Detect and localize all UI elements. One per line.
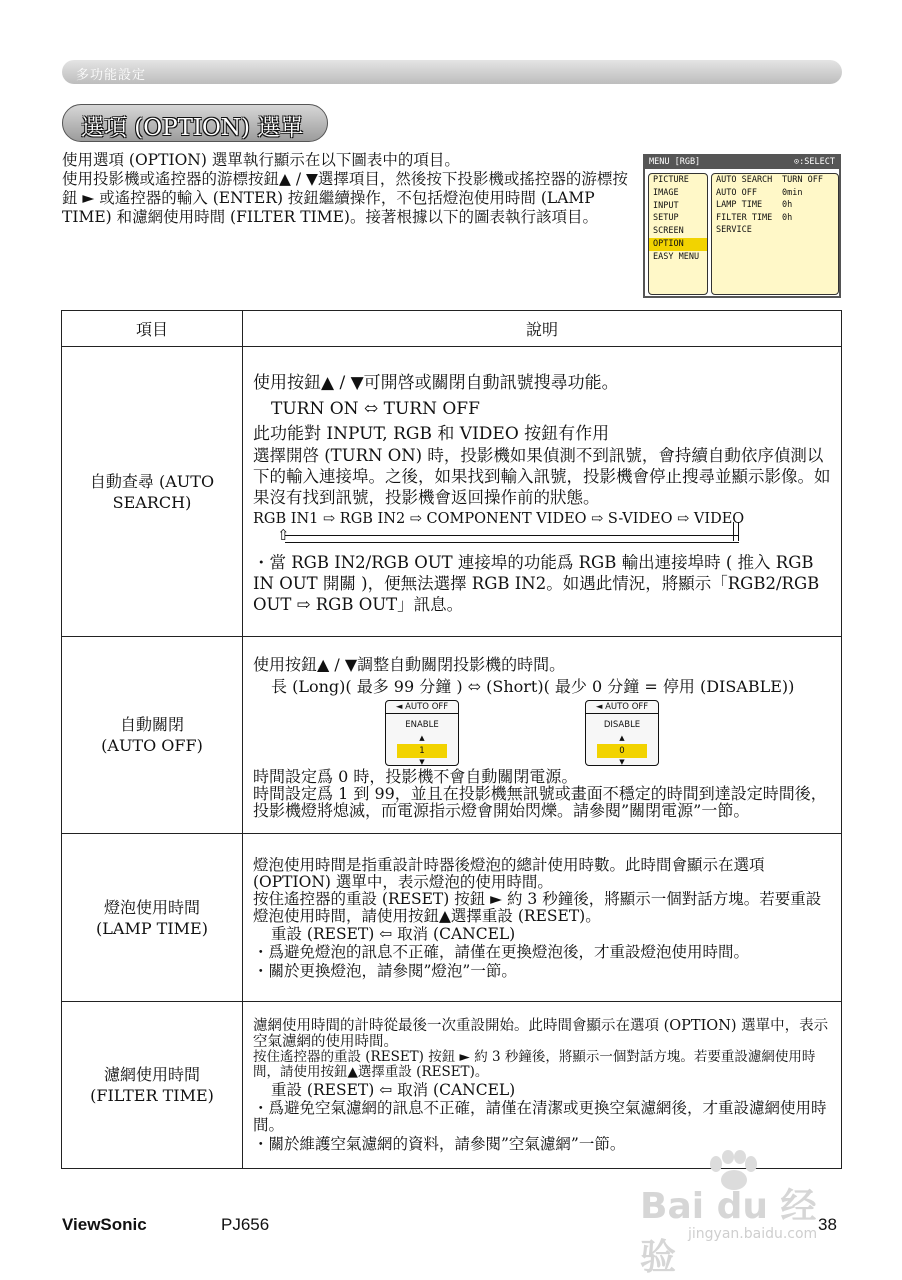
intro-line-2: 使用投影機或遙控器的游標按鈕▲ / ▼選擇項目，然後按下投影機或搖控器的游標按鈕 ► 或遙控器的輸入 (ENTER) 按鈕繼續操作，不包括燈泡使用時間 (LAMP TIME) 和濾網使用時間 (FILTER TIME)。接著根據以下的圖表執行該項目。 bbox=[62, 170, 628, 226]
desc-lamp-time: 燈泡使用時間是指重設計時器後燈泡的總計使用時數。此時間會顯示在選項 (OPTION) 選單中，表示燈泡的使用時間。 按住遙控器的重設 (RESET) 按鈕 ► 約 3 秒鐘後，將顯示一個對話方塊。若要重設燈泡使用時間，請使用按鈕▲選擇重設 (RESET)。 重設 (RESET) ⇦ 取消 (CANCEL) ・爲避免燈泡的訊息不正確，請僅在更換燈泡後，才重設燈泡使用時間。 ・關於更換燈泡，請參閱”燈泡”一節。 bbox=[243, 834, 842, 1002]
down-arrow-icon: ▼ bbox=[419, 757, 425, 766]
auto-off-enable-widget: ◄ AUTO OFF ENABLE ▲ 1 ▼ bbox=[385, 700, 459, 766]
col-header-desc: 說明 bbox=[243, 311, 842, 347]
osd-menu-right-panel bbox=[711, 173, 839, 295]
table-header-row bbox=[62, 311, 842, 347]
osd-menu-illustration bbox=[643, 154, 841, 298]
return-arrow-line bbox=[277, 525, 739, 546]
down-arrow-icon: ▼ bbox=[619, 757, 625, 766]
item-auto-search: 自動查尋 (AUTO SEARCH) bbox=[62, 347, 243, 637]
table-row-auto-search bbox=[62, 347, 842, 637]
osd-option-row: AUTO SEARCH TURN OFF bbox=[716, 175, 823, 185]
osd-menu-header-right: ⊙:SELECT bbox=[794, 157, 835, 167]
osd-menu-left-panel bbox=[648, 173, 708, 295]
desc-filter-time: 濾網使用時間的計時從最後一次重設開始。此時間會顯示在選項 (OPTION) 選單中，表示空氣濾網的使用時間。 按住遙控器的重設 (RESET) 按鈕 ► 約 3 秒鐘後，將顯示一個對話方塊。若要重設濾網使用時間，請使用按鈕▲選擇重設 (RESET)。 重設 (RESET) ⇦ 取消 (CANCEL) ・爲避免空氣濾網的訊息不正確，請僅在清潔或更換空氣濾網後，才重設濾網使用時間。 ・關於維護空氣濾網的資料，請參閱”空氣濾網”一節。 bbox=[243, 1002, 842, 1169]
osd-menu-item: INPUT bbox=[653, 200, 679, 211]
option-menu-table bbox=[61, 310, 842, 1169]
up-arrow-icon: ▲ bbox=[619, 733, 625, 742]
osd-menu-header-left: MENU [RGB] bbox=[649, 157, 701, 167]
osd-menu-item: PICTURE bbox=[653, 175, 689, 185]
table-row-lamp-time bbox=[62, 834, 842, 1002]
footer-model: PJ656 bbox=[221, 1215, 270, 1234]
intro-line-1: 使用選項 (OPTION) 選單執行顯示在以下圖表中的項目。 bbox=[62, 151, 460, 169]
auto-off-widgets bbox=[253, 698, 833, 768]
page-title-badge bbox=[62, 104, 328, 142]
auto-off-disable-widget: ◄ AUTO OFF DISABLE ▲ 0 ▼ bbox=[585, 700, 659, 766]
footer-brand: ViewSonic bbox=[62, 1215, 147, 1234]
osd-menu-item: SCREEN bbox=[653, 226, 684, 237]
osd-option-row: AUTO OFF 0min bbox=[716, 187, 803, 198]
osd-menu-item: IMAGE bbox=[653, 187, 679, 198]
item-lamp-time: 燈泡使用時間 (LAMP TIME) bbox=[62, 834, 243, 1002]
desc-auto-off: 使用按鈕▲ / ▼調整自動關閉投影機的時間。 長 (Long)( 最多 99 分鐘 ) ⬄ (Short)( 最少 0 分鐘 = 停用 (DISABLE)) ◄ AUTO OFF ENABLE ▲ 1 ▼ ◄ AUTO OFF DISABLE ▲ 0 ▼ 時間設定爲 0 時，投影機不會自動關閉電源。 時間設定爲 1 到 99，並且在投影機無訊號或畫面不穩定的時間到達設定時間後，投影機燈將熄滅，而電源指示燈會開始閃爍。請參閱”關閉電源”一節。 bbox=[243, 637, 842, 834]
osd-menu-item-selected: OPTION bbox=[649, 238, 707, 251]
table-row-auto-off bbox=[62, 637, 842, 834]
section-header-bar bbox=[62, 60, 842, 84]
page-title: 選項 (OPTION) 選單 bbox=[81, 115, 304, 141]
osd-menu-header bbox=[645, 156, 839, 169]
up-arrow-icon: ⇧ bbox=[277, 525, 290, 544]
osd-menu-item: EASY MENU bbox=[653, 251, 700, 262]
up-arrow-icon: ▲ bbox=[419, 733, 425, 742]
desc-auto-search: 使用按鈕▲ / ▼可開啓或關閉自動訊號搜尋功能。 TURN ON ⬄ TURN OFF 此功能對 INPUT, RGB 和 VIDEO 按鈕有作用 選擇開啓 (TURN ON) 時，投影機如果偵測不到訊號，會持續自動依序偵測以下的輸入連接埠。之後，如果找到輸入訊號，投影機會停止搜尋並顯示影像。如果沒有找到訊號，投影機會返回操作前的狀態。 RGB IN1 ⇨ RGB IN2 ⇨ COMPONENT VIDEO ⇨ S-VIDEO ⇨ VIDEO ⇧ ・當 RGB IN2/RGB OUT 連接埠的功能爲 RGB 輸出連接埠時 ( 推入 RGB IN OUT 開關 )，便無法選擇 RGB IN2。如遇此情況，將顯示「RGB2/RGB OUT ⇨ RGB OUT」訊息。 bbox=[243, 347, 842, 637]
baidu-watermark bbox=[640, 1150, 840, 1278]
watermark-url: jingyan.baidu.com bbox=[688, 1226, 818, 1242]
osd-option-row: FILTER TIME 0h bbox=[716, 212, 793, 223]
osd-menu-item: SETUP bbox=[653, 213, 679, 224]
table-row-filter-time bbox=[62, 1002, 842, 1169]
item-filter-time: 濾網使用時間 (FILTER TIME) bbox=[62, 1002, 243, 1169]
select-icon: ⊙ bbox=[794, 157, 800, 167]
page-number: 38 bbox=[818, 1215, 837, 1234]
osd-option-row: LAMP TIME 0h bbox=[716, 200, 793, 210]
left-arrow-icon: ◄ bbox=[595, 701, 606, 712]
item-auto-off: 自動關閉 (AUTO OFF) bbox=[62, 637, 243, 834]
left-arrow-icon: ◄ bbox=[395, 701, 406, 712]
col-header-item: 項目 bbox=[62, 311, 243, 347]
osd-option-row: SERVICE bbox=[716, 225, 752, 235]
input-search-chain: RGB IN1 ⇨ RGB IN2 ⇨ COMPONENT VIDEO ⇨ S-VIDEO ⇨ VIDEO bbox=[253, 510, 745, 527]
section-title: 多功能設定 bbox=[76, 68, 147, 83]
intro-text bbox=[62, 151, 630, 227]
watermark-text: Bai du 经验 bbox=[640, 1186, 817, 1278]
